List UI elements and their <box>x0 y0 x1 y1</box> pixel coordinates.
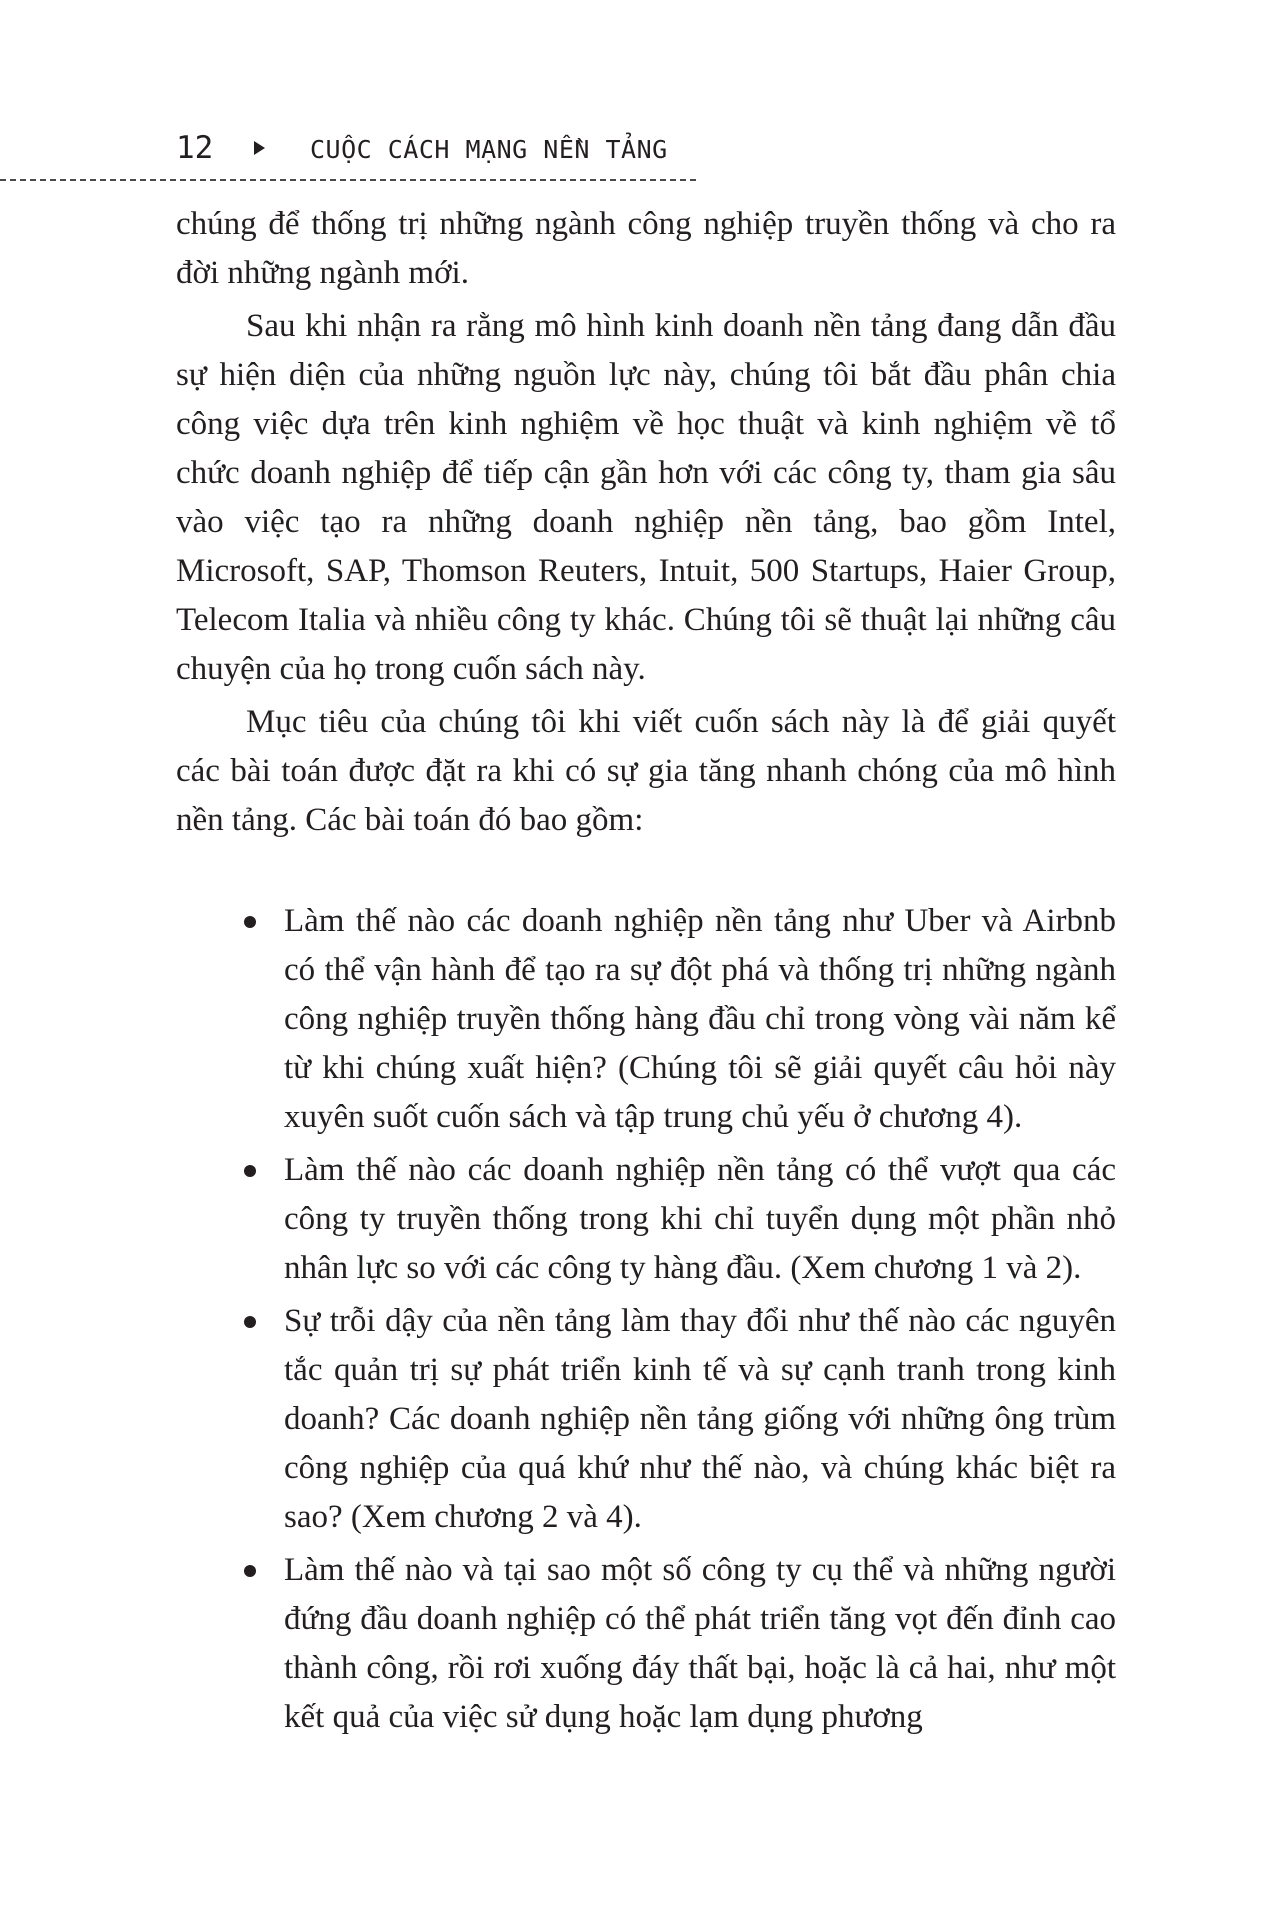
question-list <box>176 897 1116 1742</box>
list-item-text: Làm thế nào các doanh nghiệp nền tảng như Uber và Airbnb có thể vận hành để tạo ra sự đột phá và thống trị những ngành công nghiệp truyền thống hàng đầu chỉ trong vòng vài năm kể từ khi chúng xuất hiện? (Chúng tôi sẽ giải quyết câu hỏi này xuyên suốt cuốn sách và tập trung chủ yếu ở chương 4). <box>284 903 1116 1135</box>
list-item-text: Làm thế nào và tại sao một số công ty cụ thể và những người đứng đầu doanh nghiệp có thể phát triển tăng vọt đến đỉnh cao thành công, rồi rơi xuống đáy thất bại, hoặc là cả hai, như một kết quả của việc sử dụng hoặc lạm dụng phương <box>284 1552 1116 1735</box>
page-body <box>176 200 1116 1746</box>
list-item-text: Làm thế nào các doanh nghiệp nền tảng có thể vượt qua các công ty truyền thống trong khi chỉ tuyển dụng một phần nhỏ nhân lực so với các công ty hàng đầu. (Xem chương 1 và 2). <box>284 1152 1116 1286</box>
bullet-icon <box>244 1565 256 1577</box>
paragraph-continued: chúng để thống trị những ngành công nghiệp truyền thống và cho ra đời những ngành mới. <box>176 206 1116 291</box>
header-dashed-divider <box>0 179 696 181</box>
running-title: CUỘC CÁCH MẠNG NỀN TẢNG <box>310 135 668 164</box>
paragraph: Mục tiêu của chúng tôi khi viết cuốn sách này là để giải quyết các bài toán được đặt ra khi có sự gia tăng nhanh chóng của mô hình nền tảng. Các bài toán đó bao gồm: <box>176 704 1116 838</box>
list-item <box>176 1297 1116 1542</box>
list-item <box>176 1146 1116 1293</box>
list-item <box>176 897 1116 1142</box>
bullet-icon <box>244 916 256 928</box>
running-header <box>176 126 1276 178</box>
list-item <box>176 1546 1116 1742</box>
bullet-icon <box>244 1316 256 1328</box>
page-number: 12 <box>176 130 214 166</box>
list-item-text: Sự trỗi dậy của nền tảng làm thay đổi như thế nào các nguyên tắc quản trị sự phát triển kinh tế và sự cạnh tranh trong kinh doanh? Các doanh nghiệp nền tảng giống với những ông trùm công nghiệp của quá khứ như thế nào, và chúng khác biệt ra sao? (Xem chương 2 và 4). <box>284 1303 1116 1535</box>
bullet-icon <box>244 1165 256 1177</box>
triangle-arrow-icon <box>254 141 265 155</box>
paragraph: Sau khi nhận ra rằng mô hình kinh doanh nền tảng đang dẫn đầu sự hiện diện của những nguồn lực này, chúng tôi bắt đầu phân chia công việc dựa trên kinh nghiệm về học thuật và kinh nghiệm về tổ chức doanh nghiệp để tiếp cận gần hơn với các công ty, tham gia sâu vào việc tạo ra những doanh nghiệp nền tảng, bao gồm Intel, Microsoft, SAP, Thomson Reuters, Intuit, 500 Startups, Haier Group, Telecom Italia và nhiều công ty khác. Chúng tôi sẽ thuật lại những câu chuyện của họ trong cuốn sách này. <box>176 308 1116 687</box>
